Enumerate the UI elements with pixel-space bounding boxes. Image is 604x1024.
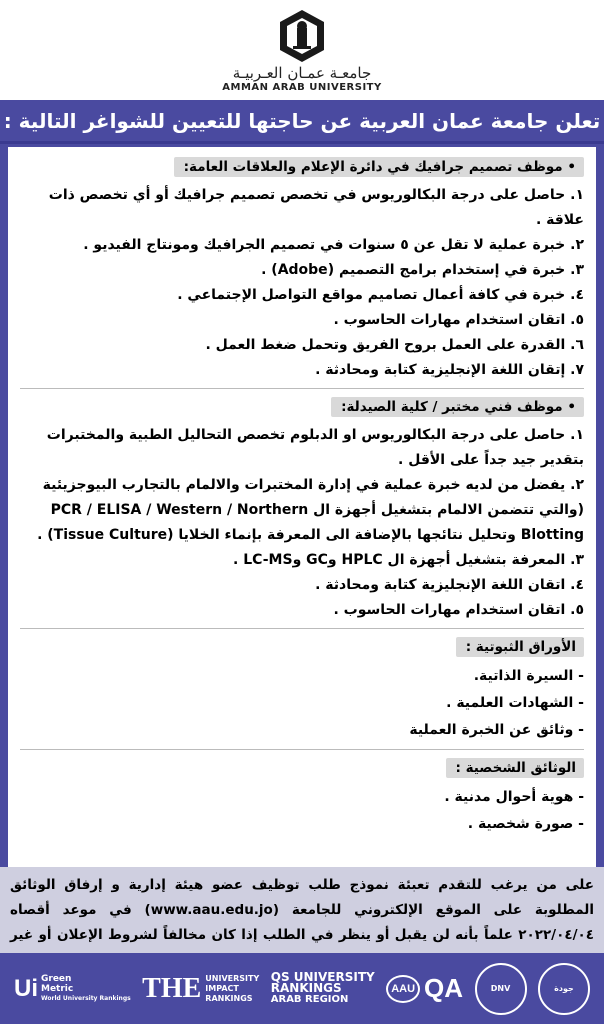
the-line-1: UNIVERSITY bbox=[205, 973, 260, 983]
jawda-seal-icon: جودة bbox=[538, 963, 590, 1015]
aau-qa-logo bbox=[386, 973, 463, 1004]
the-impact-rankings-logo bbox=[142, 973, 259, 1005]
list-item: - وثائق عن الخبرة العملية bbox=[409, 722, 584, 738]
announcement-banner bbox=[0, 100, 604, 144]
greenmetric-subtitle bbox=[41, 974, 131, 1004]
section-personal-documents-title: الوثائق الشخصية : bbox=[446, 758, 585, 778]
graphic-designer-requirements bbox=[20, 183, 584, 383]
list-item: - السيرة الذاتية. bbox=[473, 668, 584, 684]
qa-label: QA bbox=[424, 973, 464, 1003]
list-item: ٣. المعرفة بتشغيل أجهزة ال HPLC وGC وLC-MS . bbox=[233, 552, 584, 568]
list-item: ٢. خبرة عملية لا تقل عن ٥ سنوات في تصميم الجرافيك ومونتاج الفيديو . bbox=[83, 237, 584, 253]
the-line-3: RANKINGS bbox=[205, 993, 253, 1003]
dnv-seal-icon: DNV bbox=[475, 963, 527, 1015]
banner-title: تعلن جامعة عمان العربية عن حاجتها للتعيين للشواغر التالية : bbox=[3, 108, 601, 133]
section-divider bbox=[20, 388, 584, 389]
personal-documents-list bbox=[20, 784, 584, 838]
lab-technician-requirements bbox=[20, 423, 584, 623]
university-header bbox=[0, 0, 604, 100]
qs-rankings-logo bbox=[271, 972, 375, 1005]
section-divider bbox=[20, 628, 584, 629]
section-lab-technician-title: • موظف فني مختبر / كلية الصيدلة: bbox=[331, 397, 584, 417]
list-item: ٥. اتقان استخدام مهارات الحاسوب . bbox=[333, 312, 584, 328]
aau-label: AAU bbox=[386, 975, 420, 1003]
accreditation-bar bbox=[0, 953, 604, 1024]
the-line-2: IMPACT bbox=[205, 983, 239, 993]
list-item: ٧. إتقان اللغة الإنجليزية كتابة ومحادثة . bbox=[315, 362, 584, 378]
list-item: - هوية أحوال مدنية . bbox=[444, 789, 584, 805]
list-item: ٤. خبرة في كافة أعمال تصاميم مواقع التواصل الإجتماعي . bbox=[177, 287, 584, 303]
list-item: ٢. يفضل من لديه خبرة عملية في إدارة المختبرات والالمام بالتجارب البيوجزيئية (والتي تتضمن الالمام بتشغيل أجهزة ال PCR / ELISA / Western / Northern Blotting وتحليل نتائجها بالإضافة الى المعرفة بإنماء الخلايا (Tissue Culture) . bbox=[37, 477, 584, 543]
list-item: ٦. القدرة على العمل بروح الفريق وتحمل ضغط العمل . bbox=[205, 337, 584, 353]
ui-greenmetric-logo bbox=[14, 974, 131, 1004]
university-name-english: AMMAN ARAB UNIVERSITY bbox=[222, 82, 382, 93]
ui-label: Ui bbox=[14, 974, 38, 1002]
application-instructions: على من يرغب للتقدم تعبئة نموذج طلب توظيف عضو هيئة إدارية و إرفاق الوثائق المطلوبة على الموقع الإلكتروني للجامعة (www.aau.edu.jo) في موعد أقصاه ٢٠٢٢/٠٤/٠٤ علماً بأنه لن يقبل أو ينظر في الطلب إذا كان مخالفاً لشروط الإعلان أو غير bbox=[0, 867, 604, 953]
gm-line-1: Green bbox=[41, 973, 72, 984]
list-item: ٣. خبرة في إستخدام برامج التصميم (Adobe) . bbox=[261, 262, 584, 278]
list-item: - صورة شخصية . bbox=[467, 816, 584, 832]
university-logo-icon bbox=[276, 8, 328, 64]
list-item: ٥. اتقان استخدام مهارات الحاسوب . bbox=[333, 602, 584, 618]
official-papers-list bbox=[20, 663, 584, 744]
gm-line-3: World University Rankings bbox=[41, 994, 131, 1002]
section-official-papers-title: الأوراق الثبوتية : bbox=[456, 637, 584, 657]
list-item: - الشهادات العلمية . bbox=[446, 695, 584, 711]
the-label: THE bbox=[142, 972, 202, 1004]
qs-line-1: QS UNIVERSITY bbox=[270, 970, 375, 984]
section-graphic-designer-title: • موظف تصميم جرافيك في دائرة الإعلام والعلاقات العامة: bbox=[174, 157, 584, 177]
gm-line-2: Metric bbox=[41, 983, 74, 994]
qs-line-3: ARAB REGION bbox=[270, 994, 349, 1005]
the-subtitle bbox=[205, 974, 259, 1004]
vacancies-content bbox=[8, 147, 596, 867]
list-item: ١. حاصل على درجة البكالوريوس في تخصص تصميم جرافيك أو أي تخصص ذات علاقة . bbox=[48, 187, 584, 228]
university-name-arabic: جامعـة عمـان العـربيـة bbox=[232, 64, 372, 82]
list-item: ١. حاصل على درجة البكالوريوس او الدبلوم تخصص التحاليل الطبية والمختبرات بتقدير جيد جداً على الأقل . bbox=[46, 427, 584, 468]
list-item: ٤. اتقان اللغة الإنجليزية كتابة ومحادثة . bbox=[315, 577, 584, 593]
qs-line-2: RANKINGS bbox=[270, 981, 342, 995]
section-divider bbox=[20, 749, 584, 750]
